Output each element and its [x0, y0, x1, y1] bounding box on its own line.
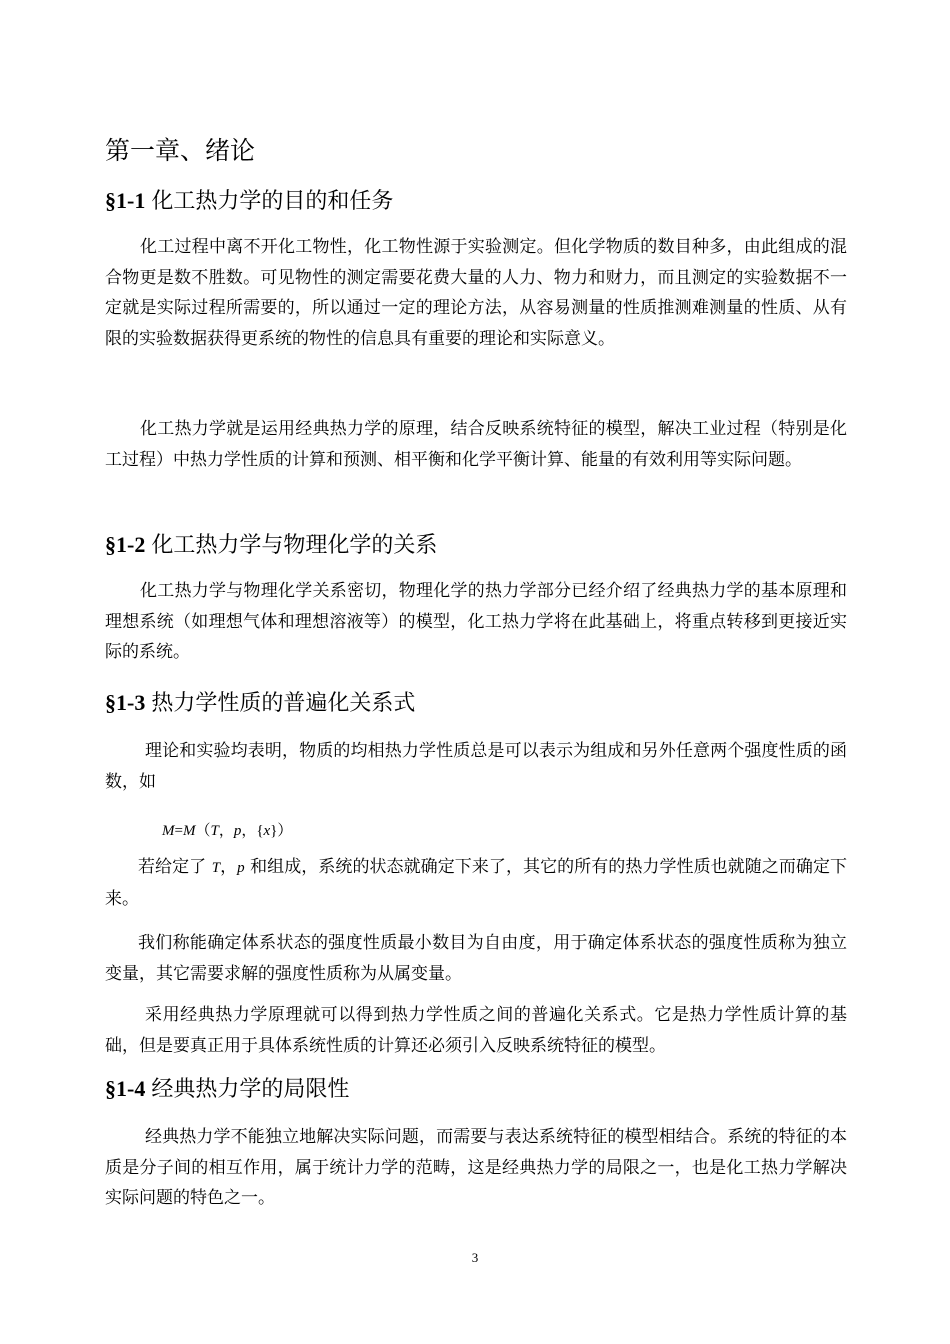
section-heading-1-1 — [105, 186, 393, 217]
formula-var-t: T — [210, 823, 219, 839]
formula-equals: = — [174, 823, 183, 839]
text-fragment: ， — [220, 857, 238, 877]
section-heading-1-4 — [105, 1074, 349, 1105]
formula-paren: }） — [270, 823, 293, 839]
text-fragment: 和组成，系统的状态就确定下来了，其它的所有的热力学性质也就随之而确定下来。 — [105, 857, 848, 909]
inline-var-p: p — [237, 860, 245, 876]
paragraph: 采用经典热力学原理就可以得到热力学性质之间的普遍化关系式。它是热力学性质计算的基础，但是要真正用于具体系统性质的计算还必须引入反映系统特征的模型。 — [105, 1005, 847, 1056]
formula-var-m: M — [182, 823, 196, 839]
formula-separator: ，{ — [241, 823, 264, 839]
formula-var-x: x — [263, 823, 271, 839]
section-number: §1-1 — [105, 188, 146, 213]
inline-var-t: T — [211, 860, 221, 876]
formula — [162, 820, 292, 842]
formula-var-p: p — [233, 823, 242, 839]
paragraph: 经典热力学不能独立地解决实际问题，而需要与表达系统特征的模型相结合。系统的特征的本质是分子间的相互作用，属于统计力学的范畴，这是经典热力学的局限之一，也是化工热力学解决实际问题的特色之一。 — [105, 1127, 847, 1208]
section-number: §1-4 — [105, 1076, 146, 1101]
paragraph: 化工热力学与物理化学关系密切，物理化学的热力学部分已经介绍了经典热力学的基本原理和理想系统（如理想气体和理想溶液等）的模型，化工热力学将在此基础上，将重点转移到更接近实际的系统。 — [105, 581, 847, 662]
section-heading-1-2 — [105, 530, 437, 561]
section-title: 化工热力学与物理化学的关系 — [151, 533, 438, 558]
section-number: §1-2 — [105, 532, 146, 557]
paragraph: 化工热力学就是运用经典热力学的原理，结合反映系统特征的模型，解决工业过程（特别是化工过程）中热力学性质的计算和预测、相平衡和化学平衡计算、能量的有效利用等实际问题。 — [105, 419, 847, 470]
paragraph: 我们称能确定体系状态的强度性质最小数目为自由度，用于确定体系状态的强度性质称为独立变量，其它需要求解的强度性质称为从属变量。 — [105, 933, 847, 984]
formula-var-m: M — [162, 823, 175, 839]
paragraph: 化工过程中离不开化工物性，化工物性源于实验测定。但化学物质的数目种多，由此组成的混合物更是数不胜数。可见物性的测定需要花费大量的人力、物力和财力，而且测定的实验数据不一定就是实际过程所需要的，所以通过一定的理论方法，从容易测量的性质推测难测量的性质、从有限的实验数据获得更系统的物性的信息具有重要的理论和实际意义。 — [105, 237, 847, 349]
section-number: §1-3 — [105, 690, 146, 715]
section-title: 经典热力学的局限性 — [151, 1077, 350, 1102]
paragraph: 理论和实验均表明，物质的均相热力学性质总是可以表示为组成和另外任意两个强度性质的函数，如 — [105, 741, 847, 792]
formula-separator: ， — [218, 823, 234, 839]
section-heading-1-3 — [105, 688, 415, 719]
section-title: 热力学性质的普遍化关系式 — [151, 691, 416, 716]
chapter-title: 第一章、绪论 — [105, 136, 256, 165]
formula-paren: （ — [195, 823, 211, 839]
section-title: 化工热力学的目的和任务 — [151, 189, 394, 214]
page-number: 3 — [471, 1250, 479, 1265]
paragraph-state — [105, 852, 847, 914]
text-fragment: 若给定了 — [138, 857, 212, 877]
